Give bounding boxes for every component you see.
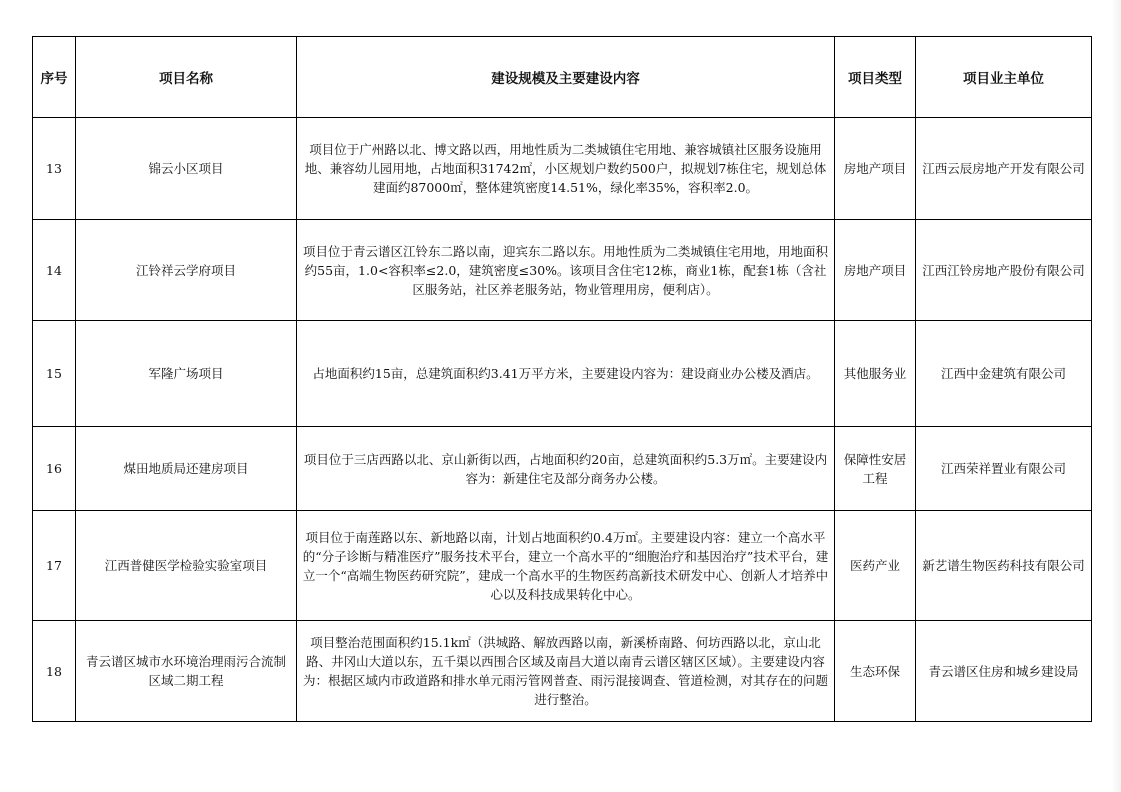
cell-project-name: 军隆广场项目 [76, 321, 297, 427]
cell-project-owner: 青云谱区住房和城乡建设局 [916, 621, 1092, 722]
cell-construction-content: 项目整治范围面积约15.1k㎡（洪城路、解放西路以南，新溪桥南路、何坊西路以北，京山北路、井冈山大道以东，五千渠以西围合区域及南昌大道以南青云谱区辖区区域）。主要建设内容为：根据区域内市政道路和排水单元雨污管网普查、雨污混接调查、管道检测，对其存在的问题进行整治。 [297, 621, 835, 722]
cell-project-type: 医药产业 [835, 511, 916, 621]
table-row [33, 621, 1092, 722]
cell-serial-no: 13 [33, 118, 76, 220]
cell-project-name: 江铃祥云学府项目 [76, 220, 297, 321]
cell-construction-content: 项目位于青云谱区江铃东二路以南，迎宾东二路以东。用地性质为二类城镇住宅用地，用地面积约55亩，1.0<容积率≤2.0，建筑密度≤30%。该项目含住宅12栋，商业1栋，配套1栋（含社区服务站，社区养老服务站，物业管理用房，便利店）。 [297, 220, 835, 321]
cell-construction-content: 占地面积约15亩，总建筑面积约3.41万平方米，主要建设内容为：建设商业办公楼及酒店。 [297, 321, 835, 427]
cell-project-type: 房地产项目 [835, 118, 916, 220]
table-header-row [33, 37, 1092, 118]
cell-project-owner: 江西江铃房地产股份有限公司 [916, 220, 1092, 321]
cell-project-type: 保障性安居工程 [835, 427, 916, 511]
table-row [33, 321, 1092, 427]
cell-construction-content: 项目位于广州路以北、博文路以西，用地性质为二类城镇住宅用地、兼容城镇社区服务设施用地、兼容幼儿园用地，占地面积31742㎡，小区规划户数约500户，拟规划7栋住宅，规划总体建面约87000㎡，整体建筑密度14.51%，绿化率35%，容积率2.0。 [297, 118, 835, 220]
cell-project-type: 房地产项目 [835, 220, 916, 321]
table-row [33, 220, 1092, 321]
header-serial-no: 序号 [33, 37, 76, 118]
cell-serial-no: 16 [33, 427, 76, 511]
header-project-name: 项目名称 [76, 37, 297, 118]
table-row [33, 427, 1092, 511]
cell-project-name: 煤田地质局还建房项目 [76, 427, 297, 511]
table-row [33, 511, 1092, 621]
project-table [32, 36, 1092, 722]
cell-project-type: 其他服务业 [835, 321, 916, 427]
cell-project-name: 青云谱区城市水环境治理雨污合流制区域二期工程 [76, 621, 297, 722]
header-project-owner: 项目业主单位 [916, 37, 1092, 118]
cell-project-name: 锦云小区项目 [76, 118, 297, 220]
page-edge-shadow [1111, 0, 1121, 792]
cell-serial-no: 15 [33, 321, 76, 427]
cell-project-type: 生态环保 [835, 621, 916, 722]
cell-serial-no: 14 [33, 220, 76, 321]
cell-project-name: 江西普健医学检验实验室项目 [76, 511, 297, 621]
cell-project-owner: 江西中金建筑有限公司 [916, 321, 1092, 427]
cell-project-owner: 江西云辰房地产开发有限公司 [916, 118, 1092, 220]
cell-construction-content: 项目位于南莲路以东、新地路以南，计划占地面积约0.4万㎡。主要建设内容：建立一个高水平的“分子诊断与精准医疗”服务技术平台，建立一个高水平的“细胞治疗和基因治疗”技术平台，建立一个“高端生物医药研究院”，建成一个高水平的生物医药高新技术研发中心、创新人才培养中心以及科技成果转化中心。 [297, 511, 835, 621]
cell-serial-no: 18 [33, 621, 76, 722]
header-project-type: 项目类型 [835, 37, 916, 118]
cell-serial-no: 17 [33, 511, 76, 621]
cell-project-owner: 新艺谱生物医药科技有限公司 [916, 511, 1092, 621]
cell-project-owner: 江西荣祥置业有限公司 [916, 427, 1092, 511]
header-construction-content: 建设规模及主要建设内容 [297, 37, 835, 118]
table-row [33, 118, 1092, 220]
cell-construction-content: 项目位于三店西路以北、京山新街以西，占地面积约20亩，总建筑面积约5.3万㎡。主要建设内容为：新建住宅及部分商务办公楼。 [297, 427, 835, 511]
